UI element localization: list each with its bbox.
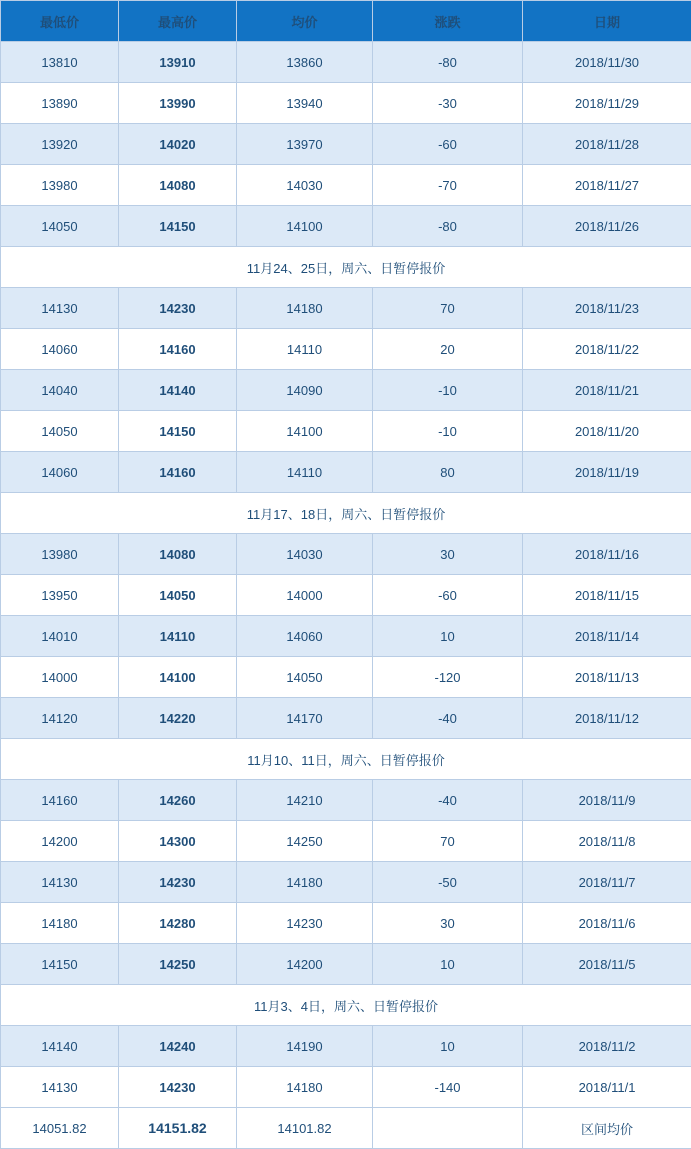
table-row — [1, 657, 691, 698]
cell-high: 14260 — [119, 780, 237, 821]
cell-date: 2018/11/7 — [523, 862, 691, 903]
cell-date: 2018/11/27 — [523, 165, 691, 206]
column-header-high: 最高价 — [119, 1, 237, 42]
cell-high: 14080 — [119, 165, 237, 206]
cell-change: -80 — [373, 42, 523, 83]
table-total-row — [1, 1108, 691, 1149]
cell-high: 14080 — [119, 534, 237, 575]
cell-high: 14230 — [119, 288, 237, 329]
cell-change: -60 — [373, 124, 523, 165]
cell-avg: 14250 — [237, 821, 373, 862]
column-header-date: 日期 — [523, 1, 691, 42]
cell-low: 13890 — [1, 83, 119, 124]
cell-date: 2018/11/2 — [523, 1026, 691, 1067]
cell-date: 2018/11/29 — [523, 83, 691, 124]
cell-change: 80 — [373, 452, 523, 493]
cell-low: 14130 — [1, 862, 119, 903]
cell-change: -40 — [373, 780, 523, 821]
cell-avg: 14050 — [237, 657, 373, 698]
cell-low: 14200 — [1, 821, 119, 862]
cell-change: -140 — [373, 1067, 523, 1108]
cell-low: 14180 — [1, 903, 119, 944]
cell-low: 14160 — [1, 780, 119, 821]
cell-change: -120 — [373, 657, 523, 698]
cell-avg: 14110 — [237, 452, 373, 493]
note-text: 11月3、4日，周六、日暂停报价 — [1, 985, 691, 1026]
total-label: 区间均价 — [523, 1108, 691, 1149]
cell-low: 14060 — [1, 452, 119, 493]
cell-high: 14140 — [119, 370, 237, 411]
cell-avg: 14030 — [237, 165, 373, 206]
table-row — [1, 534, 691, 575]
cell-avg: 14180 — [237, 862, 373, 903]
cell-avg: 14190 — [237, 1026, 373, 1067]
cell-high: 14110 — [119, 616, 237, 657]
table-row — [1, 370, 691, 411]
cell-date: 2018/11/28 — [523, 124, 691, 165]
table-row — [1, 821, 691, 862]
cell-high: 14150 — [119, 206, 237, 247]
cell-avg: 14030 — [237, 534, 373, 575]
cell-change: -80 — [373, 206, 523, 247]
table-header-row — [1, 1, 691, 42]
column-header-low: 最低价 — [1, 1, 119, 42]
cell-avg: 14180 — [237, 288, 373, 329]
cell-avg: 14170 — [237, 698, 373, 739]
cell-avg: 14060 — [237, 616, 373, 657]
table-note-row — [1, 247, 691, 288]
table-row — [1, 862, 691, 903]
cell-avg: 14230 — [237, 903, 373, 944]
note-text: 11月24、25日，周六、日暂停报价 — [1, 247, 691, 288]
cell-avg: 14110 — [237, 329, 373, 370]
cell-high: 14020 — [119, 124, 237, 165]
cell-date: 2018/11/5 — [523, 944, 691, 985]
total-low: 14051.82 — [1, 1108, 119, 1149]
cell-high: 14100 — [119, 657, 237, 698]
cell-change: -30 — [373, 83, 523, 124]
table-row — [1, 452, 691, 493]
cell-change: 30 — [373, 903, 523, 944]
cell-high: 14230 — [119, 1067, 237, 1108]
cell-low: 13980 — [1, 165, 119, 206]
cell-low: 14050 — [1, 206, 119, 247]
cell-avg: 14210 — [237, 780, 373, 821]
cell-change: 20 — [373, 329, 523, 370]
cell-change: -60 — [373, 575, 523, 616]
cell-avg: 14090 — [237, 370, 373, 411]
cell-date: 2018/11/26 — [523, 206, 691, 247]
cell-date: 2018/11/30 — [523, 42, 691, 83]
table-row — [1, 411, 691, 452]
cell-avg: 14100 — [237, 411, 373, 452]
cell-high: 13910 — [119, 42, 237, 83]
table-row — [1, 1067, 691, 1108]
cell-date: 2018/11/22 — [523, 329, 691, 370]
table-row — [1, 1026, 691, 1067]
table-row — [1, 124, 691, 165]
table-header — [1, 1, 691, 42]
table-row — [1, 575, 691, 616]
cell-low: 13920 — [1, 124, 119, 165]
table-row — [1, 616, 691, 657]
cell-low: 13810 — [1, 42, 119, 83]
table-body — [1, 42, 691, 1149]
table-row — [1, 903, 691, 944]
cell-change: -10 — [373, 411, 523, 452]
cell-change: 10 — [373, 616, 523, 657]
cell-low: 13950 — [1, 575, 119, 616]
cell-low: 13980 — [1, 534, 119, 575]
table-row — [1, 780, 691, 821]
cell-high: 14150 — [119, 411, 237, 452]
column-header-avg: 均价 — [237, 1, 373, 42]
cell-high: 14230 — [119, 862, 237, 903]
table-row — [1, 165, 691, 206]
cell-low: 14040 — [1, 370, 119, 411]
cell-avg: 13940 — [237, 83, 373, 124]
cell-avg: 13970 — [237, 124, 373, 165]
cell-low: 14050 — [1, 411, 119, 452]
table-row — [1, 42, 691, 83]
cell-avg: 13860 — [237, 42, 373, 83]
note-text: 11月17、18日，周六、日暂停报价 — [1, 493, 691, 534]
cell-date: 2018/11/20 — [523, 411, 691, 452]
table-row — [1, 206, 691, 247]
cell-avg: 14200 — [237, 944, 373, 985]
cell-date: 2018/11/15 — [523, 575, 691, 616]
cell-avg: 14180 — [237, 1067, 373, 1108]
table-note-row — [1, 985, 691, 1026]
cell-low: 14140 — [1, 1026, 119, 1067]
cell-low: 14150 — [1, 944, 119, 985]
table-row — [1, 944, 691, 985]
cell-low: 14130 — [1, 288, 119, 329]
cell-date: 2018/11/12 — [523, 698, 691, 739]
table-note-row — [1, 739, 691, 780]
cell-high: 13990 — [119, 83, 237, 124]
cell-low: 14010 — [1, 616, 119, 657]
cell-change: 70 — [373, 288, 523, 329]
table-row — [1, 83, 691, 124]
table-row — [1, 288, 691, 329]
cell-date: 2018/11/16 — [523, 534, 691, 575]
cell-date: 2018/11/21 — [523, 370, 691, 411]
total-high: 14151.82 — [119, 1108, 237, 1149]
cell-change: 10 — [373, 944, 523, 985]
cell-change: -40 — [373, 698, 523, 739]
cell-low: 14120 — [1, 698, 119, 739]
cell-high: 14160 — [119, 329, 237, 370]
cell-change: -70 — [373, 165, 523, 206]
table-row — [1, 329, 691, 370]
cell-high: 14250 — [119, 944, 237, 985]
cell-high: 14220 — [119, 698, 237, 739]
cell-date: 2018/11/19 — [523, 452, 691, 493]
cell-high: 14280 — [119, 903, 237, 944]
note-text: 11月10、11日，周六、日暂停报价 — [1, 739, 691, 780]
cell-change: -10 — [373, 370, 523, 411]
cell-low: 14060 — [1, 329, 119, 370]
table-note-row — [1, 493, 691, 534]
cell-date: 2018/11/6 — [523, 903, 691, 944]
cell-date: 2018/11/13 — [523, 657, 691, 698]
cell-date: 2018/11/14 — [523, 616, 691, 657]
cell-low: 14000 — [1, 657, 119, 698]
cell-high: 14160 — [119, 452, 237, 493]
cell-change: 30 — [373, 534, 523, 575]
cell-low: 14130 — [1, 1067, 119, 1108]
cell-date: 2018/11/9 — [523, 780, 691, 821]
cell-high: 14240 — [119, 1026, 237, 1067]
cell-change: 10 — [373, 1026, 523, 1067]
cell-date: 2018/11/8 — [523, 821, 691, 862]
cell-change: 70 — [373, 821, 523, 862]
cell-date: 2018/11/23 — [523, 288, 691, 329]
cell-avg: 14100 — [237, 206, 373, 247]
cell-high: 14300 — [119, 821, 237, 862]
cell-avg: 14000 — [237, 575, 373, 616]
total-avg: 14101.82 — [237, 1108, 373, 1149]
column-header-change: 涨跌 — [373, 1, 523, 42]
cell-date: 2018/11/1 — [523, 1067, 691, 1108]
cell-change: -50 — [373, 862, 523, 903]
total-change — [373, 1108, 523, 1149]
cell-high: 14050 — [119, 575, 237, 616]
table-row — [1, 698, 691, 739]
